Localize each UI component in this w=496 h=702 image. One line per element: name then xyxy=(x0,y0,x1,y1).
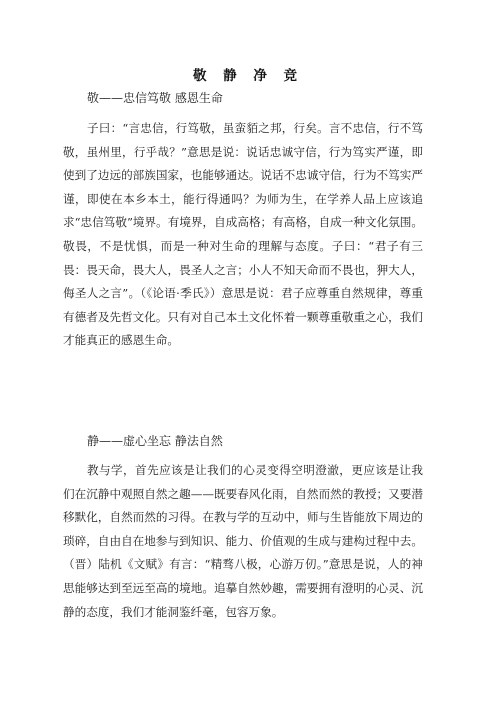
section-heading-respect: 敬——忠信笃敬 感恩生命 xyxy=(87,91,223,105)
section-heading-tranquility: 静——虚心坐忘 静法自然 xyxy=(87,434,223,448)
section-paragraph-tranquility: 教与学，首先应该是让我们的心灵变得空明澄澈，更应该是让我们在沉静中观照自然之趣——既要春风化雨，自然而然的教授；又要潜移默化，自然而然的习得。在教与学的互动中，师与生皆能放下周边的琐碎，自由自在地参与到知识、能力、价值观的生成与建构过程中去。（晋）陆机《文赋》有言：“精骛八极，心游万仞。”意思是说，人的神思能够达到至远至高的境地。追摹自然妙趣，需要拥有澄明的心灵、沉静的态度，我们才能洞鉴纤毫，包容万象。 xyxy=(63,463,423,619)
document-title: 敬 静 净 竞 xyxy=(192,68,304,84)
section-paragraph-respect: 子曰：“言忠信，行笃敬，虽蛮貊之邦，行矣。言不忠信，行不笃敬，虽州里，行乎哉？”意思是说：说话忠诚守信，行为笃实严谨，即使到了边远的部族国家，也能够通达。说话不忠诚守信，行为不笃实严谨，即使在本乡本土，能行得通吗？为师为生，在学养人品上应该追求“忠信笃敬”境界。有境界，自成高格；有高格，自成一种文化氛围。敬畏，不是忧惧，而是一种对生命的理解与态度。子曰：“君子有三畏：畏天命，畏大人，畏圣人之言；小人不知天命而不畏也，狎大人，侮圣人之言”。（《论语·季氏》）意思是说：君子应尊重自然规律，尊重有德者及先哲文化。只有对自己本土文化怀着一颗尊重敬重之心，我们才能真正的感恩生命。 xyxy=(63,121,423,348)
